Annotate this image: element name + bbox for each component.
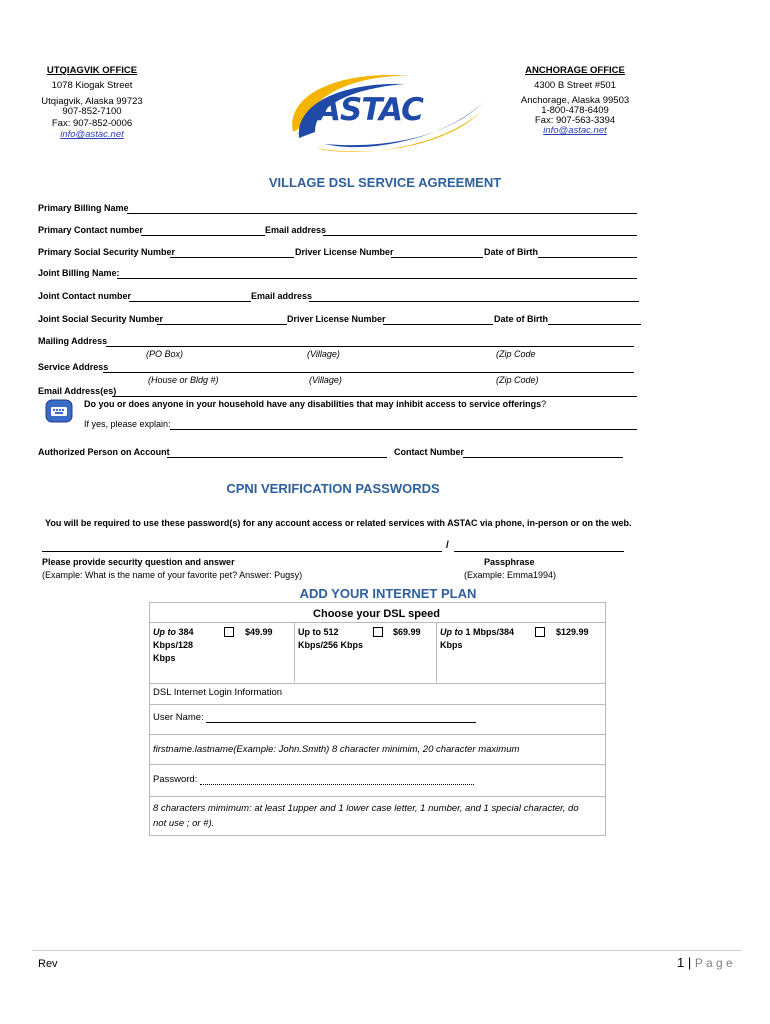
- speed-table-col-2: [436, 622, 437, 682]
- footer-separator: |: [687, 955, 692, 970]
- anchorage-city: Anchorage, Alaska 99503: [520, 95, 630, 106]
- primary-dob-label: Date of Birth: [484, 247, 538, 257]
- anchorage-office-title: ANCHORAGE OFFICE: [525, 65, 625, 76]
- footer-page-label: [677, 955, 733, 970]
- plan-title: ADD YOUR INTERNET PLAN: [299, 586, 477, 601]
- security-question-field[interactable]: [42, 551, 442, 552]
- joint-ssn-label: Joint Social Security Number: [38, 314, 164, 324]
- logo-text: ASTAC: [317, 92, 423, 128]
- email-addresses-label: Email Address(es): [38, 386, 117, 396]
- joint-contact-number-field[interactable]: [129, 301, 251, 302]
- primary-contact-number-field[interactable]: [141, 235, 265, 236]
- login-divider-4: [149, 796, 606, 797]
- login-info-heading: DSL Internet Login Information: [153, 687, 283, 698]
- plan-option-384-checkbox[interactable]: [224, 627, 234, 637]
- utqiagvik-phone: 907-852-7100: [62, 106, 122, 117]
- disability-question: [84, 399, 546, 409]
- user-name-label: User Name:: [153, 712, 204, 723]
- joint-email-label: Email address: [251, 291, 313, 301]
- joint-contact-number-label: Joint Contact number: [38, 291, 132, 301]
- joint-driver-license-field[interactable]: [383, 324, 493, 325]
- disability-question-text: Do you or does anyone in your household have any disabilities that may inhibit access to service offerings: [84, 399, 542, 409]
- anchorage-fax: Fax: 907-563-3394: [534, 115, 616, 126]
- primary-email-field[interactable]: [323, 235, 637, 236]
- primary-email-label: Email address: [265, 225, 327, 235]
- plan-option-384-speed-b: Kbps/128: [153, 640, 194, 650]
- plan-option-384-speed-a: 384: [176, 627, 194, 637]
- plan-option-384-speed: [153, 626, 194, 665]
- plan-option-384-speed-c: Kbps: [153, 653, 176, 663]
- passphrase-field[interactable]: [454, 551, 624, 552]
- service-village-caption: (Village): [309, 375, 342, 385]
- joint-billing-name-label: Joint Billing Name:: [38, 268, 120, 278]
- email-addresses-field[interactable]: [112, 396, 637, 397]
- security-question-example: (Example: What is the name of your favorite pet? Answer: Pugsy): [42, 570, 303, 580]
- agreement-title: VILLAGE DSL SERVICE AGREEMENT: [268, 175, 502, 190]
- plan-option-512-price: $69.99: [393, 627, 421, 637]
- cpni-notice: You will be required to use these password(s) for any account access or related services with ASTAC via phone, in-person or on the web.: [45, 518, 632, 528]
- login-divider-1: [149, 704, 606, 705]
- security-question-label: Please provide security question and answer: [42, 557, 235, 567]
- mailing-zip-caption: (Zip Code: [496, 349, 536, 359]
- choose-speed-heading: Choose your DSL speed: [313, 608, 440, 620]
- plan-option-1mbps-prefix: Up to: [440, 627, 463, 637]
- primary-driver-license-label: Driver License Number: [295, 247, 394, 257]
- plan-option-1mbps-speed-a: 1 Mbps/384: [463, 627, 515, 637]
- mailing-village-caption: (Village): [307, 349, 340, 359]
- plan-option-512-speed-a: Up to 512: [298, 627, 339, 637]
- primary-billing-name-field[interactable]: [127, 213, 637, 214]
- utqiagvik-fax: Fax: 907-852-0006: [51, 118, 133, 129]
- password-field[interactable]: [200, 784, 474, 785]
- login-divider-3: [149, 764, 606, 765]
- utqiagvik-street: 1078 Kiogak Street: [51, 80, 133, 91]
- cpni-title: CPNI VERIFICATION PASSWORDS: [226, 481, 440, 496]
- service-zip-caption: (Zip Code): [496, 375, 539, 385]
- primary-billing-name-label: Primary Billing Name: [38, 203, 129, 213]
- plan-option-512-speed: [298, 626, 363, 652]
- mailing-address-field[interactable]: [106, 346, 634, 347]
- accessibility-icon: [45, 399, 73, 423]
- anchorage-phone: 1-800-478-6409: [541, 105, 609, 116]
- joint-ssn-field[interactable]: [157, 324, 287, 325]
- primary-driver-license-field[interactable]: [391, 257, 483, 258]
- utqiagvik-office-title: UTQIAGVIK OFFICE: [46, 65, 138, 76]
- service-address-field[interactable]: [103, 372, 634, 373]
- contact-number-field[interactable]: [463, 457, 623, 458]
- anchorage-street: 4300 B Street #501: [534, 80, 616, 91]
- passphrase-example: (Example: Emma1994): [464, 570, 557, 580]
- plan-option-1mbps-checkbox[interactable]: [535, 627, 545, 637]
- anchorage-email-link[interactable]: info@astac.net: [543, 125, 607, 136]
- if-yes-label: If yes, please explain:: [84, 419, 171, 429]
- footer-rev: Rev: [38, 958, 58, 970]
- joint-driver-license-label: Driver License Number: [287, 314, 386, 324]
- joint-email-field[interactable]: [309, 301, 639, 302]
- mailing-address-label: Mailing Address: [38, 336, 108, 346]
- plan-option-384-prefix: Up to: [153, 627, 176, 637]
- password-label: Password:: [153, 774, 198, 785]
- primary-contact-number-label: Primary Contact number: [38, 225, 144, 235]
- plan-option-512-checkbox[interactable]: [373, 627, 383, 637]
- passphrase-label: Passphrase: [484, 557, 535, 567]
- login-divider-2: [149, 734, 606, 735]
- astac-logo: [285, 62, 485, 157]
- plan-option-512-speed-b: Kbps/256 Kbps: [298, 640, 364, 650]
- if-yes-field[interactable]: [170, 429, 637, 430]
- primary-dob-field[interactable]: [538, 257, 637, 258]
- service-house-caption: (House or Bldg #): [148, 375, 219, 385]
- footer-rule: [32, 950, 742, 951]
- contact-number-label: Contact Number: [394, 447, 465, 457]
- joint-dob-label: Date of Birth: [494, 314, 548, 324]
- primary-ssn-label: Primary Social Security Number: [38, 247, 176, 257]
- speed-table-col-1: [294, 622, 295, 682]
- plan-option-384-price: $49.99: [245, 627, 273, 637]
- joint-billing-name-field[interactable]: [117, 278, 637, 279]
- speed-table-divider: [149, 622, 606, 623]
- username-hint: firstname.lastname(Example: John.Smith) 8 character minimim, 20 character maximum: [153, 744, 520, 755]
- user-name-field[interactable]: [206, 722, 476, 723]
- footer-page-word: P a g e: [694, 956, 733, 970]
- authorized-person-field[interactable]: [167, 457, 387, 458]
- primary-ssn-field[interactable]: [170, 257, 294, 258]
- disability-question-mark: ?: [541, 399, 547, 409]
- plan-option-1mbps-price: $129.99: [556, 627, 589, 637]
- plan-option-1mbps-speed: [440, 626, 514, 652]
- password-hint-2: not use ; or #).: [153, 818, 215, 829]
- joint-dob-field[interactable]: [548, 324, 641, 325]
- utqiagvik-email-link[interactable]: info@astac.net: [60, 129, 124, 140]
- mailing-po-box-caption: (PO Box): [146, 349, 184, 359]
- cpni-slash: /: [446, 540, 449, 551]
- password-hint-1: 8 characters mimimum: at least 1upper and 1 lower case letter, 1 number, and 1 special character, do: [153, 803, 579, 814]
- footer-page-number: 1: [677, 955, 685, 970]
- utqiagvik-city: Utqiagvik, Alaska 99723: [41, 96, 143, 107]
- authorized-person-label: Authorized Person on Account: [38, 447, 170, 457]
- plan-option-1mbps-speed-b: Kbps: [440, 640, 463, 650]
- service-address-label: Service Address: [38, 362, 109, 372]
